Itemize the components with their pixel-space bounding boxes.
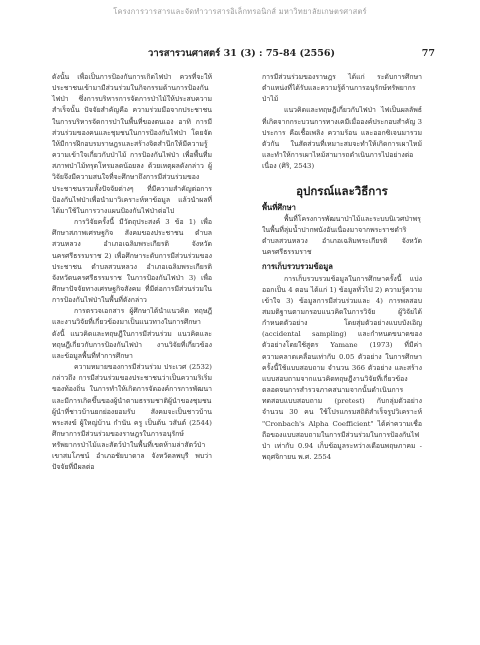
- paragraph: ดังนั้น เพื่อเป็นการป้องกันการเกิดไฟป่า ควรที่จะให้ประชาชนเข้ามามีส่วนร่วมในกิจกรรมด้านการป้องกันไฟป่า ซึ่งการบริหารการจัดการป่าไม้ให้ประสบความสำเร็จนั้น ปัจจัยสำคัญคือ ความร่วมมือจากประชาชนในการบริหารจัดการป่าในพื้นที่ของตนเอง อาทิ การมีส่วนร่วมของคนและชุมชนในการป้องกันไฟป่า โดยจัดให้มีการฝึกอบรมราษฎรและสร้างจิตสำนึกให้มีความรู้ ความเข้าใจเกี่ยวกับป่าไม้ การป้องกันไฟป่า เพื่อพื้นที่มสภาพป่าไม้ทรุดโทรมลดน้อยลง ด้วยเหตุผลดังกล่าว ผู้วิจัยจึงมีความสนใจที่จะศึกษาถึงการมีส่วนร่วมของประชาชนรวมทั้งปัจจัยต่างๆ ที่มีความสำคัญต่อการป้องกันไฟป่าเพื่อนำมาวิเคราะห์หาข้อมูล แล้วนำผลที่ได้มาใช้ในการวางแผนป้องกันไฟป่าต่อไป: [52, 73, 212, 215]
- paragraph-data-collection: การเก็บรวบรวมข้อมูลในการศึกษาครั้งนี้ แบ่งออกเป็น 4 ตอน ได้แก่ 1) ข้อมูลทั่วไป 2) ความรู้ความเข้าใจ 3) ข้อมูลการมีส่วนร่วมและ 4) การพลสอบสมมติฐานตามกรอบแนวคิดในการวิจัย ผู้วิจัยได้กำหนดตัวอย่าง โดยสุ่มตัวอย่างแบบบังเอิญ (accidental sampling) และกำหนดขนาดของตัวอย่างโดยใช้สูตร Yamane (1973) ที่มีค่าความคลาดเคลื่อนเท่ากับ 0.05 ตัวอย่าง ในการศึกษาครั้งนี้ใช้แบบสอบถาม จำนวน 366 ตัวอย่าง และสร้างแบบสอบถามจากแนวคิดทฤษฎีงานวิจัยที่เกี่ยวข้อง ตลอดจนการสำรวจภาคสนามจากนั้นดำเนินการทดสอบแบบสอบถาม (pretest) กับกลุ่มตัวอย่าง จำนวน 30 คน ใช้โปรแกรมสถิติสำเร็จรูปวิเคราะห์ "Cronbach's Alpha Coefficient" ได้ค่าความเชื่อถือของแบบสอบถามในการมีส่วนร่วมในการป้องกันไฟป่า เท่ากับ 0.94 เก็บข้อมูลระหว่างเดือนพฤษภาคม - พฤศจิกายน พ.ศ. 2554: [262, 274, 422, 461]
- paragraph-participation-definition: ความหมายของการมีส่วนร่วม ประเวศ (2532) กล่าวถึง การมีส่วนร่วมของประชาชนว่าเป็นความริเริ่มของท้องถิ่น ในการทำให้เกิดการจัดองค์การการพัฒนาและมีการเกิดขึ้นของผู้นำตามธรรมชาติผู้นำของชุมชนผู้นำที่ชาวบ้านยกย่องยอมรับ สังคมจะเป็นชาวบ้าน พระสงฆ์ ผู้ใหญ่บ้าน กำนัน ครู เป็นต้น วสันต์ (2544) ศึกษาการมีส่วนร่วมของราษฎรในการอนุรักษ์ทรัพยากรป่าไม้และสัตว์ป่าในพื้นที่เขตห้ามล่าสัตว์ป่าเขาสมโภชน์ อำเภอชัยบาดาล จังหวัดลพบุรี พบว่าปัจจัยที่มีผลต่อ: [52, 363, 212, 472]
- paragraph: การมีส่วนร่วมของราษฎร ได้แก่ ระดับการศึกษา ตำแหน่งที่ได้รับและความรู้ด้านการอนุรักษ์ทรัพยากรป่าไม้: [262, 73, 422, 104]
- journal-citation: วารสารวนศาสตร์ 31 (3) : 75-84 (2556): [148, 48, 335, 59]
- page-header: [52, 46, 435, 61]
- paragraph-objectives: การวิจัยครั้งนี้ มีวัตถุประสงค์ 3 ข้อ 1) เพื่อศึกษาสภาพเศรษฐกิจ สังคมของประชาชน ตำบลสวนหลวง อำเภอเฉลิมพระเกียรติ จังหวัดนครศรีธรรมราช 2) เพื่อศึกษาระดับการมีส่วนร่วมของประชาชน ตำบลสวนหลวง อำเภอเฉลิมพระเกียรติ จังหวัดนครศรีธรรมราช ในการป้องกันไฟป่า 3) เพื่อศึกษาปัจจัยทางเศรษฐกิจสังคม ที่มีต่อการมีส่วนร่วมในการป้องกันไฟป่าในพื้นที่ดังกล่าว: [52, 218, 212, 305]
- left-column: [52, 72, 212, 474]
- subheading-data-collection: การเก็บรวบรวมข้อมูล: [262, 262, 333, 272]
- paragraph-study-area: พื้นที่โครงการพัฒนาป่าไม้และระบบนิเวศป่าพรุในพื้นที่ลุ่มน้ำปากพนังอันเนื่องมาจากพระราชดำริ ตำบลสวนหลวง อำเภอเฉลิมพระเกียรติ จังหวัดนครศรีธรรมราช: [262, 214, 422, 257]
- right-column: [262, 72, 422, 463]
- page-number: 77: [421, 48, 435, 59]
- section-title-materials-methods: อุปกรณ์และวิธีการ: [296, 184, 388, 199]
- paragraph-literature-review: การตรวจเอกสาร ผู้ศึกษาได้นำแนวคิด ทฤษฎี และงานวิจัยที่เกี่ยวข้องมาเป็นแนวทางในการศึกษา ดังนี้ แนวคิดและทฤษฎีในการมีส่วนร่วม แนวคิดและทฤษฎีเกี่ยวกับการป้องกันไฟป่า งานวิจัยที่เกี่ยวข้อง และข้อมูลพื้นที่ทำการศึกษา: [52, 307, 212, 360]
- subheading-study-area: พื้นที่ศึกษา: [262, 202, 296, 212]
- watermark: โครงการวารสารและจัดทำวารสารอิเล็กทรอนิกส์ มหาวิทยาลัยเกษตรศาสตร์: [113, 7, 367, 16]
- paragraph-fire-theory: แนวคิดและทฤษฎีเกี่ยวกับไฟป่า ไฟเป็นผลลัพธ์ที่เกิดจากกระบวนการทางเคมีเมื่อองค์ประกอบสำคัญ 3 ประการ คือเชื้อเพลิง ความร้อน และออกซิเจนมารวมตัวกัน ในสัดส่วนที่เหมาะสมจะทำให้เกิดการเผาไหม้และทำให้การเผาไหม้สามารถดำเนินการไปอย่างต่อเนื่อง (ศิริ, 2543): [262, 106, 422, 171]
